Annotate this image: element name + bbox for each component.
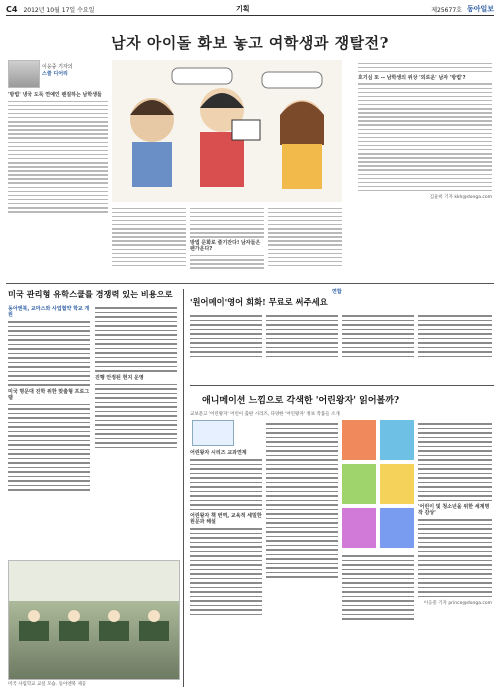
left-article-col1	[8, 304, 90, 494]
reporter-photo	[8, 60, 40, 88]
main-headline: 남자 아이돌 화보 놓고 여학생과 쟁탈전?	[111, 34, 389, 52]
book-logo	[192, 420, 234, 446]
main-article-col3	[190, 205, 264, 271]
main-article-col4	[268, 205, 342, 269]
classroom-caption: 미국 사립학교 교실 모습. 동아엔북 제공	[8, 682, 87, 687]
middle-article-col2	[266, 312, 338, 360]
edition-number: 제25677호	[431, 6, 462, 14]
middle-headline: '원어메이'영어 회화! 무료로 써주세요	[190, 297, 328, 307]
bottom-subhead-2: 어린왕자 책 번역, 교육적 세밀한 원문과 해설	[190, 513, 262, 525]
bottom-article-col3	[342, 552, 414, 623]
main-subhead-2: 호기심 또 -- 남학생의 위상 '외로운' 남자 '방법'?	[358, 74, 466, 81]
main-subhead-3: 방법 문화로 즐기잔다! 남자들은 팬가운다?	[190, 240, 261, 253]
left-subhead-1: 동아엔북, 교마스와 사업협약 학교 개원	[8, 306, 90, 318]
left-article-col2	[95, 304, 177, 451]
bottom-credit: 이응중 기자 prince@donga.com	[423, 601, 492, 606]
bottom-article-col2	[266, 420, 338, 581]
issue-date: 2012년 10월 17일 수요일	[23, 6, 95, 14]
bottom-article-col1	[190, 448, 262, 618]
main-credit: 김윤희 기자 kkh@donga.com	[429, 195, 492, 200]
left-headline: 미국 관리형 유학스쿨를 경쟁력 있는 비용으로	[8, 289, 173, 299]
left-subhead-2: 미국 명문대 진학 위한 맞춤형 프로그램	[8, 388, 90, 401]
page-header	[6, 3, 494, 16]
main-article-col1	[8, 90, 108, 215]
newspaper-logo: 동아일보	[466, 5, 494, 13]
middle-article-col3	[342, 312, 414, 360]
book-covers	[342, 420, 414, 548]
page-number: C4	[6, 4, 18, 14]
middle-article-col1	[190, 312, 262, 360]
middle-label: 연합	[332, 289, 342, 295]
bottom-subhead-3: '어린이 및 청소년을 위한 세계명작 감상'	[418, 504, 490, 516]
main-subhead-1: '방법' 냉국 도둑 연예인 팬질하는 남학생들	[8, 92, 102, 98]
bottom-subhead-1: 어린왕자 시리즈 교과연계	[190, 450, 247, 456]
classroom-photo	[8, 560, 180, 680]
main-article-col5	[358, 60, 492, 200]
left-subhead-3: 진행 안정된 현지 운영	[95, 374, 144, 381]
bottom-article-col4	[418, 420, 492, 606]
main-article-col2	[112, 205, 186, 269]
cartoon-illustration-icon	[112, 60, 342, 202]
bottom-headline: 애니메이션 느낌으로 각색한 '어린왕자' 읽어볼까?	[202, 396, 400, 406]
section-title: 기획	[236, 5, 250, 13]
column-divider	[183, 289, 184, 687]
middle-article-col4	[418, 312, 492, 360]
section-divider	[6, 283, 494, 284]
bottom-divider	[190, 385, 494, 386]
bottom-intro: 교보문고 '어린왕자' 어린이 출판 시리즈, 다양한 '어린왕자' 정보 작품들 소개	[190, 412, 340, 417]
illustration	[112, 60, 342, 202]
byline: 이응중 기자의 스쿨 디어리	[42, 64, 73, 77]
